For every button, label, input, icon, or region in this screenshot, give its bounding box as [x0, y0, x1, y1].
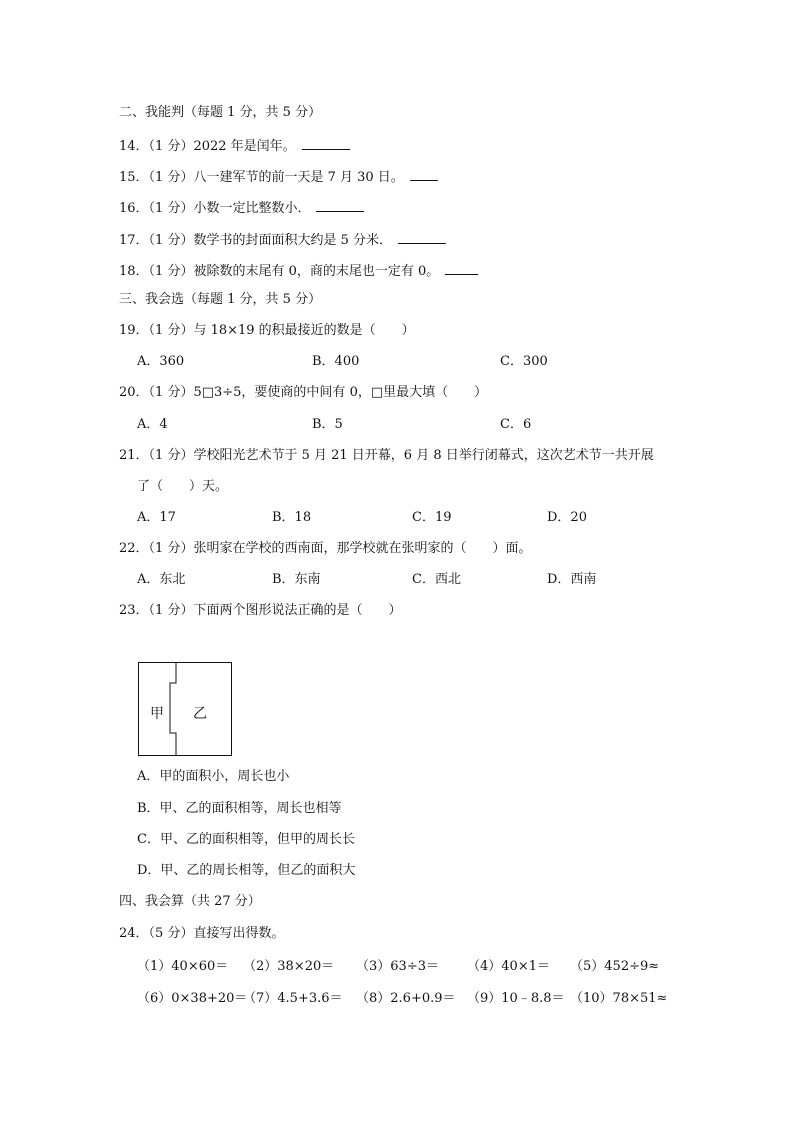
calc-item-10: （10）78×51≈: [570, 991, 668, 1006]
q22-option-d[interactable]: D．西南: [547, 572, 597, 587]
q20-option-b[interactable]: B．5: [312, 417, 343, 432]
shape-figure: [138, 662, 232, 756]
section-4-title: 四、我会算（共 27 分）: [119, 894, 261, 909]
question-23-text: 23．（1 分）下面两个图形说法正确的是（ ）: [119, 603, 402, 618]
question-16: [119, 197, 364, 218]
answer-blank-17[interactable]: [398, 229, 446, 244]
question-15: [119, 166, 438, 187]
question-18: [119, 260, 478, 281]
q22-option-a[interactable]: A．东北: [137, 572, 186, 587]
label-jia: 甲: [150, 706, 164, 722]
answer-blank-18[interactable]: [445, 260, 478, 275]
section-3-title: 三、我会选（每题 1 分，共 5 分）: [119, 292, 322, 307]
q19-option-b[interactable]: B．400: [312, 354, 360, 369]
question-18-text: 18．（1 分）被除数的末尾有 0，商的末尾也一定有 0。: [119, 264, 440, 279]
question-21-text-cont: 了（ ）天。: [137, 479, 229, 494]
q20-option-a[interactable]: A．4: [137, 417, 168, 432]
question-17-text: 17．（1 分）数学书的封面面积大约是 5 分米．: [119, 233, 392, 248]
q19-option-a[interactable]: A．360: [137, 354, 185, 369]
q22-option-b[interactable]: B．东南: [272, 572, 321, 587]
divider-line: [170, 663, 176, 756]
question-14: [119, 135, 350, 156]
answer-blank-14[interactable]: [302, 135, 350, 150]
shape-figure-svg: [138, 662, 232, 756]
q19-option-c[interactable]: C．300: [500, 354, 548, 369]
question-16-text: 16．（1 分）小数一定比整数小．: [119, 201, 311, 216]
answer-blank-16[interactable]: [316, 197, 364, 212]
section-2-title: 二、我能判（每题 1 分，共 5 分）: [119, 105, 322, 120]
q22-option-c[interactable]: C．西北: [412, 572, 461, 587]
question-24-text: 24．（5 分）直接写出得数。: [119, 926, 285, 941]
calc-item-1: （1）40×60＝: [137, 959, 229, 974]
calc-item-4: （4）40×1＝: [467, 959, 550, 974]
question-17: [119, 229, 446, 250]
calc-item-8: （8）2.6+0.9＝: [356, 991, 456, 1006]
question-19-text: 19．（1 分）与 18×19 的积最接近的数是（ ）: [119, 323, 415, 338]
answer-blank-15[interactable]: [410, 166, 438, 181]
question-21-text: 21．（1 分）学校阳光艺术节于 5 月 21 日开幕，6 月 8 日举行闭幕式，这次艺术节一共开展: [119, 448, 654, 463]
label-yi: 乙: [193, 706, 207, 722]
q23-option-c[interactable]: C．甲、乙的面积相等，但甲的周长长: [137, 832, 355, 847]
q21-option-b[interactable]: B．18: [272, 510, 312, 525]
question-20-text: 20．（1 分）5□3÷5，要使商的中间有 0，□里最大填（ ）: [119, 385, 488, 400]
question-15-text: 15．（1 分）八一建军节的前一天是 7 月 30 日。: [119, 170, 404, 185]
q21-option-c[interactable]: C．19: [412, 510, 452, 525]
q23-option-d[interactable]: D．甲、乙的周长相等，但乙的面积大: [137, 863, 356, 878]
q23-option-a[interactable]: A．甲的面积小，周长也小: [137, 769, 290, 784]
q21-option-d[interactable]: D．20: [547, 510, 587, 525]
question-22-text: 22．（1 分）张明家在学校的西南面，那学校就在张明家的（ ）面。: [119, 541, 532, 556]
calc-item-6: （6）0×38+20＝: [137, 991, 248, 1006]
calc-item-9: （9）10﹣8.8＝: [467, 991, 565, 1006]
calc-item-3: （3）63÷3＝: [356, 959, 439, 974]
calc-item-2: （2）38×20＝: [243, 959, 335, 974]
question-14-text: 14．（1 分）2022 年是闰年。: [119, 139, 296, 154]
q23-option-b[interactable]: B．甲、乙的面积相等，周长也相等: [137, 801, 342, 816]
q21-option-a[interactable]: A．17: [137, 510, 176, 525]
q20-option-c[interactable]: C．6: [500, 417, 532, 432]
calc-item-5: （5）452÷9≈: [570, 959, 660, 974]
calc-item-7: （7）4.5+3.6＝: [243, 991, 343, 1006]
